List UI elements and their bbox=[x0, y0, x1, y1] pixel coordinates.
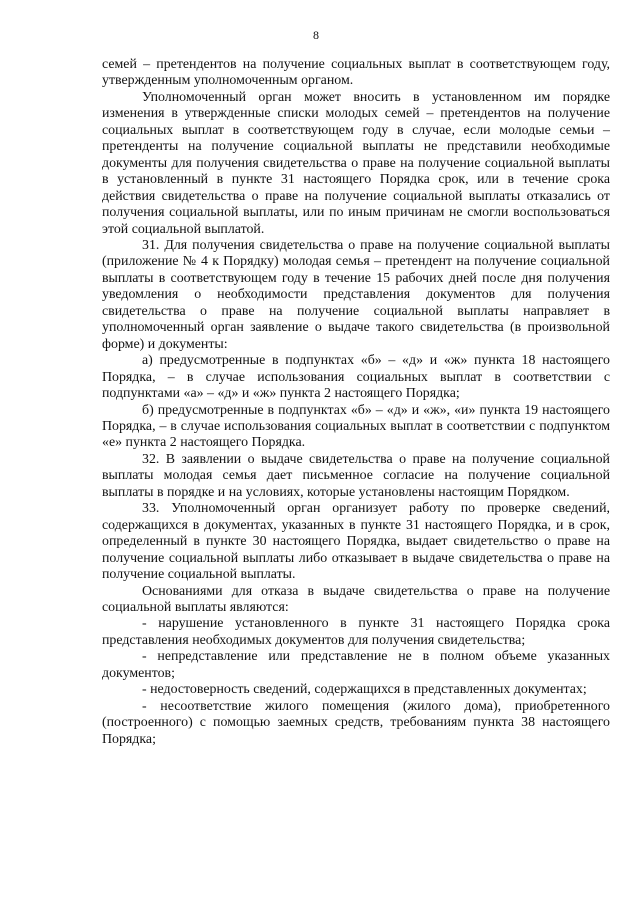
document-body bbox=[102, 57, 610, 748]
paragraph: - недостоверность сведений, содержащихся в представленных документах; bbox=[142, 682, 587, 698]
paragraph: - непредставление или представление не в полном объеме указанных документов; bbox=[102, 649, 610, 681]
paragraph: Уполномоченный орган может вносить в установленном им порядке изменения в утвержденные списки молодых семей – претендентов на получение социальных выплат в соответствующем году в случае, если молодые семьи – претенденты на получение социальной выплаты не представили необходимые документы для получения свидетельства о праве на получение социальной выплаты в установленный в пункте 31 настоящего Порядка срок, или в течение срока действия свидетельства о праве на получение социальной выплаты отказались от получения социальной выплаты, или по иным причинам не смогли воспользоваться этой социальной выплатой. bbox=[102, 89, 610, 237]
paragraph: Основаниями для отказа в выдаче свидетельства о праве на получение социальной выплаты являются: bbox=[102, 583, 610, 615]
paragraph: - нарушение установленного в пункте 31 настоящего Порядка срока представления необходимых документов для получения свидетельства; bbox=[102, 616, 610, 648]
page-number: 8 bbox=[313, 28, 319, 42]
paragraph: б) предусмотренные в подпунктах «б» – «д» и «ж», «и» пункта 19 настоящего Порядка, – в случае использования социальных выплат в соответствии с подпунктом «е» пункта 2 настоящего Порядка. bbox=[102, 402, 610, 451]
paragraph: а) предусмотренные в подпунктах «б» – «д» и «ж» пункта 18 настоящего Порядка, – в случае использования социальных выплат в соответствии с подпунктами «а» – «д» и «ж» пункта 2 настоящего Порядка; bbox=[102, 353, 610, 402]
paragraph: 31. Для получения свидетельства о праве на получение социальной выплаты (приложение № 4 к Порядку) молодая семья – претендент на получение социальной выплаты в соответствующем году в течение 15 рабочих дней после дня получения уведомления о необходимости представления документов для получения свидетельства о праве на получение социальной выплаты направляет в уполномоченный орган заявление о выдаче такого свидетельства (в произвольной форме) и документы: bbox=[102, 237, 610, 352]
paragraph: 33. Уполномоченный орган организует работу по проверке сведений, содержащихся в документах, указанных в пункте 31 настоящего Порядка, и в срок, определенный в пункте 30 настоящего Порядка, выдает свидетельство о праве на получение социальной выплаты либо отказывает в выдаче свидетельства о праве на получение социальной выплаты. bbox=[102, 501, 610, 583]
paragraph: 32. В заявлении о выдаче свидетельства о праве на получение социальной выплаты молодая семья дает письменное согласие на получение социальной выплаты в порядке и на условиях, которые установлены настоящим Порядком. bbox=[102, 451, 610, 500]
paragraph: - несоответствие жилого помещения (жилого дома), приобретенного (построенного) с помощью заемных средств, требованиям пункта 38 настоящего Порядка; bbox=[102, 698, 610, 747]
paragraph: семей – претендентов на получение социальных выплат в соответствующем году, утвержденным уполномоченным органом. bbox=[102, 57, 610, 89]
